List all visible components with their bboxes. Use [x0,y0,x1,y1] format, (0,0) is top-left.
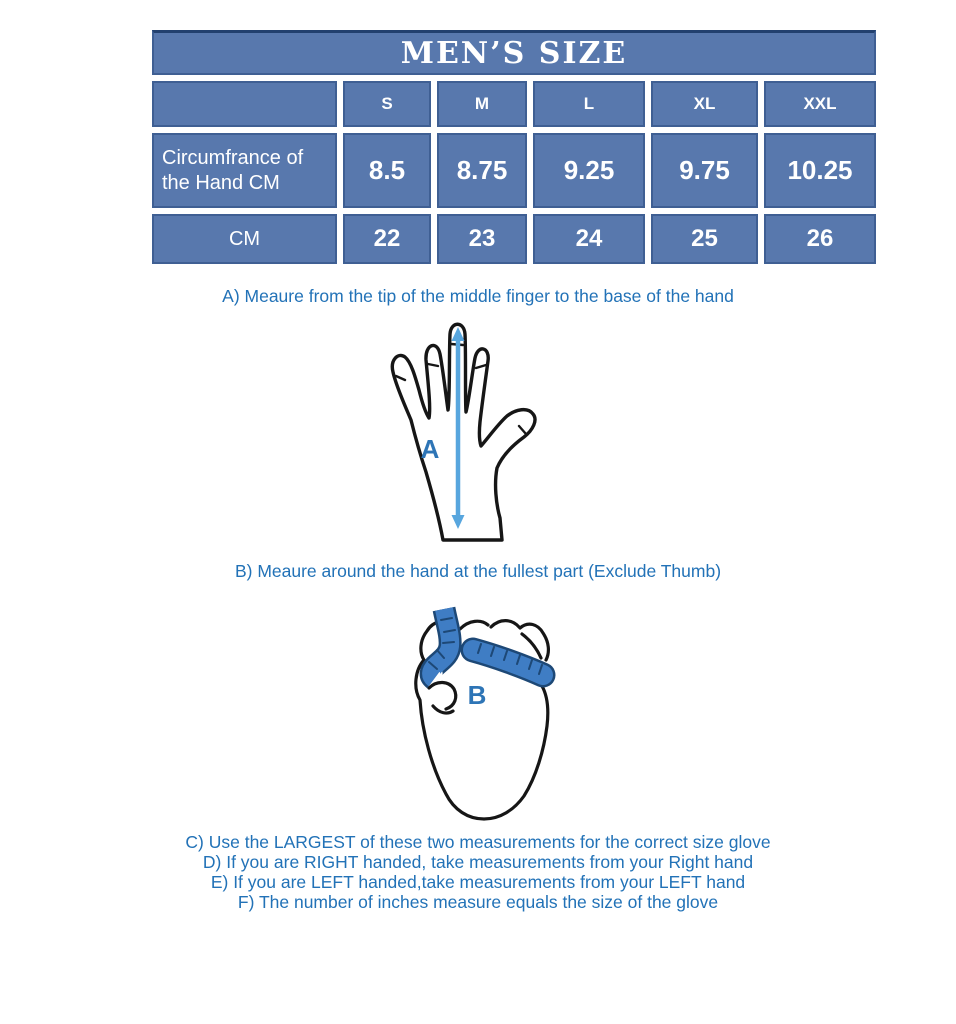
circumference-value-l: 9.25 [533,133,645,208]
instruction-f: F) The number of inches measure equals the size of the glove [237,892,719,912]
size-header-m: M [437,81,527,127]
corner-cell [152,81,337,127]
table-title: MEN’S SIZE [152,30,876,75]
size-header-xxl: XXL [764,81,876,127]
cm-value-l: 24 [533,214,645,264]
instruction-e: E) If you are LEFT handed,take measurements from your LEFT hand [210,872,746,892]
hand-length-diagram [380,314,560,544]
cm-value-xxl: 26 [764,214,876,264]
circumference-value-xxl: 10.25 [764,133,876,208]
instruction-c: C) Use the LARGEST of these two measurements for the correct size glove [185,832,771,852]
circumference-value-m: 8.75 [437,133,527,208]
size-header-xl: XL [651,81,758,127]
circumference-value-s: 8.5 [343,133,431,208]
circumference-value-xl: 9.75 [651,133,758,208]
measuring-tape [429,609,543,679]
instruction-b: B) Meaure around the hand at the fullest part (Exclude Thumb) [234,561,722,581]
open-palm-outline [392,324,535,540]
cm-value-xl: 25 [651,214,758,264]
fist-diagram-label: B [467,680,487,710]
cm-row-label: CM [152,214,337,264]
instruction-notes [0,832,956,912]
cm-value-m: 23 [437,214,527,264]
hand-diagram-label: A [420,434,440,464]
size-header-s: S [343,81,431,127]
cm-value-s: 22 [343,214,431,264]
circumference-row-label: Circumfrance of the Hand CM [152,133,337,208]
fist-circumference-diagram [393,588,578,823]
size-header-l: L [533,81,645,127]
mens-size-table [152,30,879,264]
instruction-d: D) If you are RIGHT handed, take measurements from your Right hand [202,852,754,872]
instruction-a: A) Meaure from the tip of the middle finger to the base of the hand [222,286,734,306]
